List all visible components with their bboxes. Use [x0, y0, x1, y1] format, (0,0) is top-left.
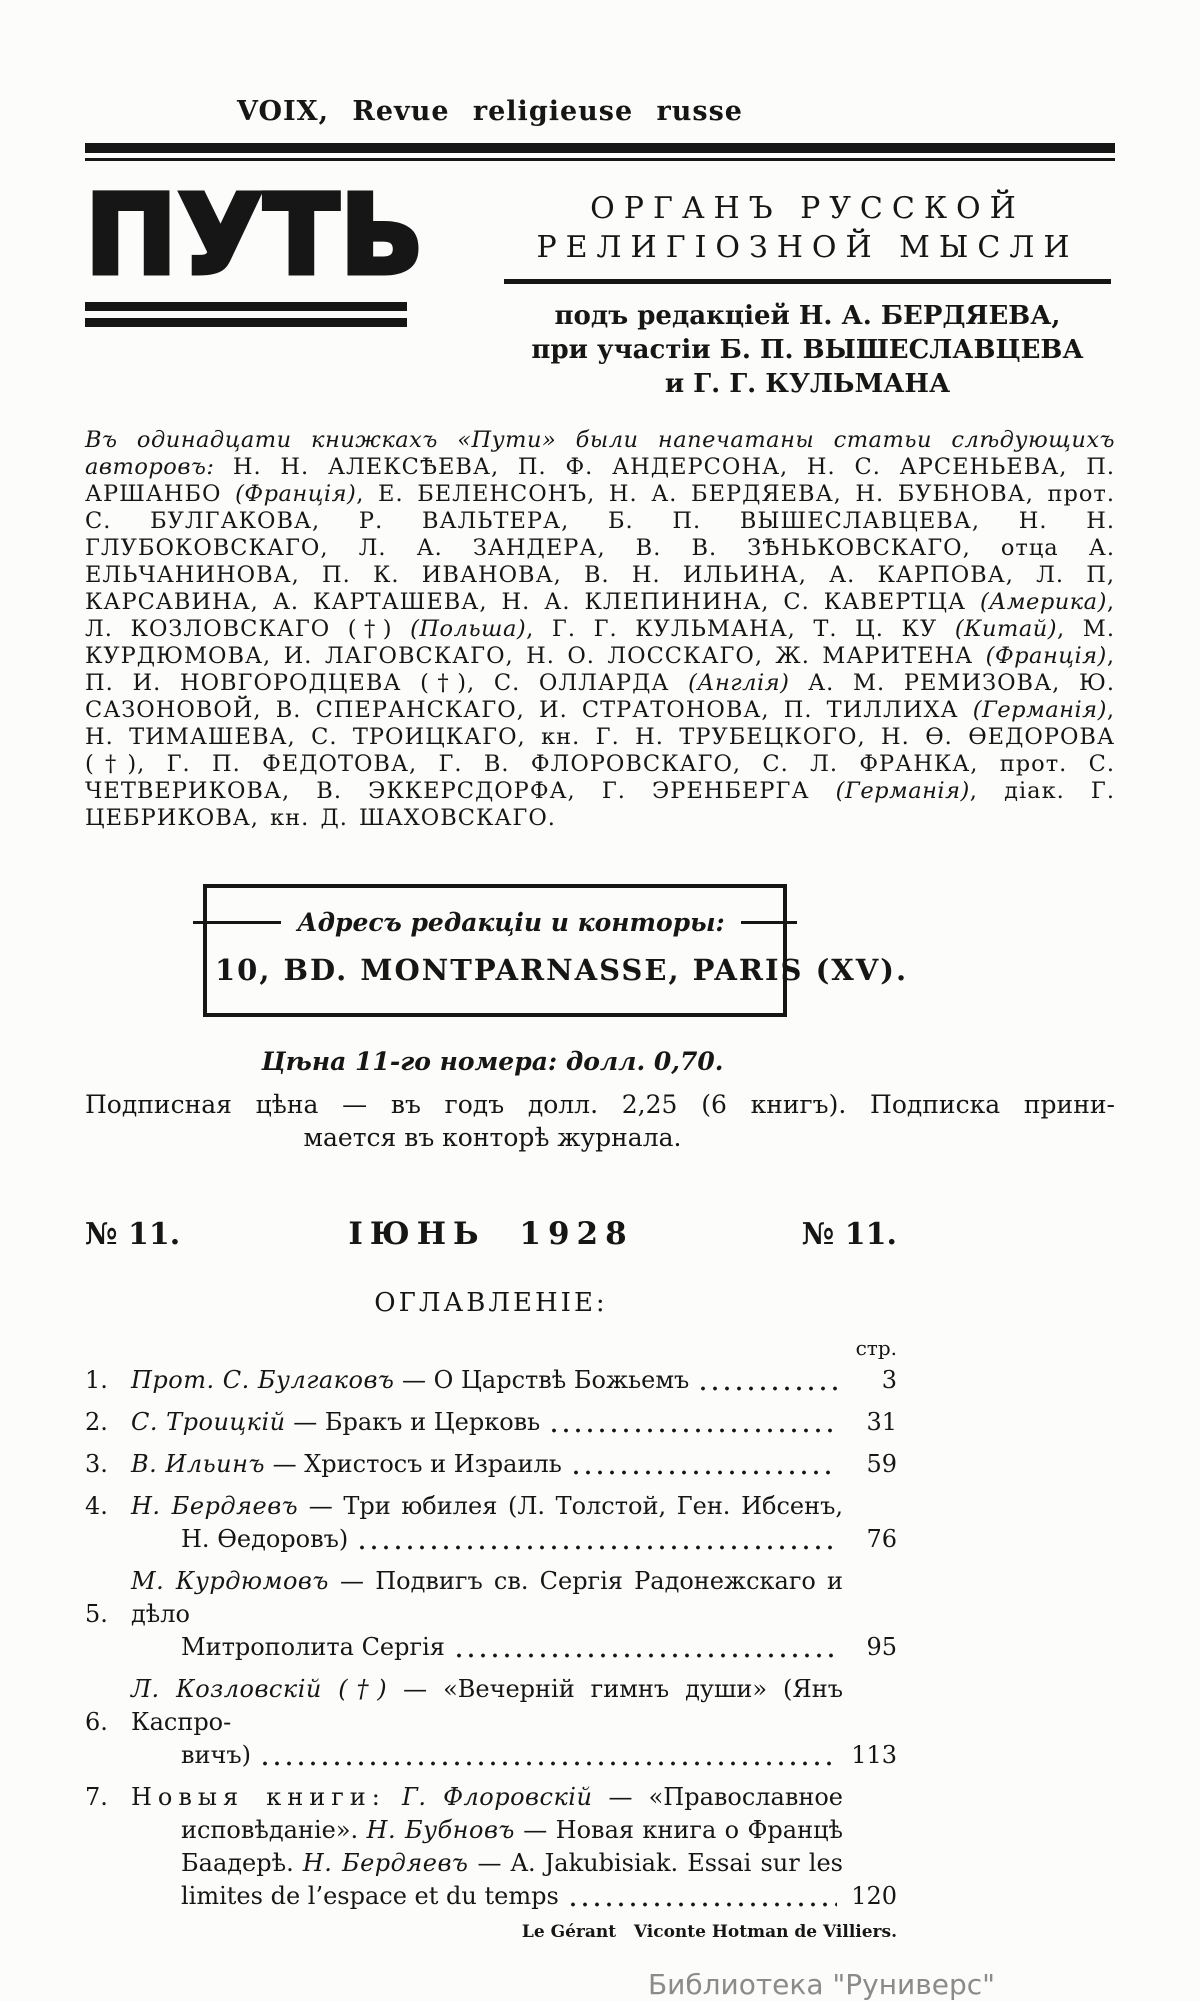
toc-line	[85, 1847, 897, 1880]
text-segment: исповѣданіе».	[181, 1816, 367, 1845]
toc-item	[85, 1406, 897, 1439]
toc-item-number: 3.	[85, 1450, 108, 1479]
organ-title-line2: РЕЛИГІОЗНОЙ МЫСЛИ	[536, 230, 1079, 265]
italic-text-segment: (Германія)	[835, 778, 970, 805]
text-segment: — «Вечерній гимнъ души» (Янъ Каспро-	[131, 1675, 843, 1737]
editor-line-3: и Г. Г. КУЛЬМАНА	[664, 368, 951, 399]
toc-list	[85, 1364, 897, 1913]
italic-text-segment: Г. Флоровскій	[401, 1783, 593, 1812]
masthead-row	[85, 171, 1115, 401]
text-segment: — A. Jakubisiak. Essai sur les	[468, 1849, 843, 1878]
text-segment: Баадерѣ.	[181, 1849, 303, 1878]
toc-page-number: 31	[866, 1408, 897, 1437]
toc-line	[85, 1739, 897, 1772]
text-segment: — Христосъ и Израиль	[264, 1450, 562, 1479]
italic-text-segment: Н. Бубновъ	[366, 1816, 515, 1845]
toc-line	[85, 1490, 897, 1523]
toc-entry-text	[131, 1364, 689, 1397]
toc-entry-text	[131, 1781, 843, 1814]
toc-item-number: 4.	[85, 1492, 108, 1521]
toc-page-number: 76	[866, 1525, 897, 1554]
toc-entry-text	[181, 1523, 348, 1556]
text-segment: limites de l’espace et du temps	[181, 1882, 559, 1911]
text-segment: — Бракъ и Церковь	[285, 1408, 541, 1437]
editor-line-2: при участіи Б. П. ВЫШЕСЛАВЦЕВА	[531, 334, 1084, 365]
toc-item-number: 1.	[85, 1366, 108, 1395]
italic-text-segment: Въ одинадцати книжкахъ «Пути» были напечатаны статьи слѣдующихъ авторовъ:	[85, 427, 1115, 481]
logo-rule-1	[85, 302, 407, 311]
dash-rule-left	[193, 921, 281, 924]
subscription-line-2: мается въ конторѣ журнала.	[303, 1123, 682, 1153]
text-segment: Новыя книги:	[131, 1783, 386, 1812]
text-segment: — Подвигъ св. Сергія Радонежскаго и дѣло	[131, 1567, 844, 1629]
issue-month-year: ІЮНЬ 1928	[348, 1216, 634, 1253]
toc-page-number: 113	[851, 1741, 897, 1770]
toc-entry-text	[181, 1847, 843, 1880]
toc-entry-text	[131, 1406, 540, 1439]
toc-item-number: 7.	[85, 1783, 108, 1812]
dot-leader	[570, 1463, 837, 1475]
text-segment: , Л. КОЗЛОВСКАГО (†)	[85, 589, 1115, 643]
toc-item	[85, 1673, 897, 1772]
text-segment: , Н. ТИМАШЕВА, С. ТРОИЦКАГО, кн. Г. Н. ТРУБЕЦКОГО, Н. Ѳ. ѲЕДОРОВА (†), Г. П. ФЕДОТОВА, Г. В. ФЛОРОВСКАГО, С. Л. ФРАНКА, прот. С. ЧЕТВЕРИКОВА, В. ЭККЕРСДОРФА, Г. ЭРЕНБЕРГА	[85, 697, 1115, 805]
logo-column	[85, 171, 425, 401]
toc-line	[85, 1565, 897, 1631]
italic-text-segment: (Франція)	[235, 481, 357, 508]
text-segment: — Три юбилея (Л. Толстой, Ген. Ибсенъ,	[298, 1492, 843, 1521]
masthead-french-title: VOIX, Revue religieuse russe	[237, 96, 743, 127]
top-rule-thin	[85, 158, 1115, 161]
issue-number-left: № 11.	[85, 1217, 181, 1253]
toc-page-number: 95	[866, 1633, 897, 1662]
toc-item	[85, 1490, 897, 1556]
organ-title-line1: ОРГАНЪ РУССКОЙ	[590, 191, 1025, 226]
italic-text-segment: (Польша)	[410, 616, 527, 643]
address-box	[203, 884, 909, 1017]
toc-line	[85, 1523, 897, 1556]
address-heading-row	[215, 908, 775, 937]
toc-entry-text	[181, 1814, 843, 1847]
subscription-line-1: Подписная цѣна — въ годъ долл. 2,25 (6 книгъ). Подписка прини-	[85, 1090, 1115, 1120]
toc-line	[85, 1448, 897, 1481]
toc-page-number: 120	[851, 1882, 897, 1911]
text-segment: А. М. РЕМИЗОВА, Ю. САЗОНОВОЙ, В. СПЕРАНСКАГО, И. СТРАТОНОВА, П. ТИЛЛИХА	[85, 670, 1115, 724]
italic-text-segment: Н. Бердяевъ	[131, 1492, 299, 1521]
toc-item-number: 2.	[85, 1408, 108, 1437]
toc-item	[85, 1448, 897, 1481]
toc-line	[85, 1364, 897, 1397]
toc-line	[85, 1814, 897, 1847]
text-segment: , М. КУРДЮМОВА, И. ЛАГОВСКАГО, Н. О. ЛОССКАГО, Ж. МАРИТЕНА	[85, 616, 1115, 670]
italic-text-segment: (Франція)	[985, 643, 1107, 670]
toc-entry-text	[131, 1565, 843, 1631]
organ-rule	[504, 279, 1111, 284]
toc-entry-text	[181, 1631, 445, 1664]
text-segment: — «Православное	[592, 1783, 843, 1812]
toc-entry-text	[131, 1448, 562, 1481]
editor-line-1: подъ редакціей Н. А. БЕРДЯЕВА,	[554, 301, 1061, 331]
toc-item-number: 6.	[85, 1708, 108, 1737]
toc-column	[85, 1216, 897, 1942]
toc-entry-text	[131, 1490, 843, 1523]
text-segment: — Новая книга о Францѣ	[514, 1816, 843, 1845]
text-segment: , Е. БЕЛЕНСОНЪ, Н. А. БЕРДЯЕВА, Н. БУБНОВА, прот. С. БУЛГАКОВА, Р. ВАЛЬТЕРА, Б. П. ВЫШЕСЛАВЦЕВА, Н. Н. ГЛУБОКОВСКАГО, Л. А. ЗАНДЕРА, В. В. ЗѢНЬКОВСКАГО, отца А. ЕЛЬЧАНИНОВА, П. К. ИВАНОВА, В. Н. ИЛЬИНА, А. КАРПОВА, Л. П, КАРСАВИНА, А. КАРТАШЕВА, Н. А. КЛЕПИНИНА, С. КАВЕРТЦА	[85, 481, 1116, 616]
dot-leader	[356, 1538, 837, 1550]
toc-line	[85, 1880, 897, 1913]
toc-item	[85, 1781, 897, 1913]
italic-text-segment: Н. Бердяевъ	[302, 1849, 469, 1878]
italic-text-segment: Прот. С. Булгаковъ	[131, 1366, 395, 1395]
address-text: 10, BD. MONTPARNASSE, PARIS (XV).	[215, 953, 909, 988]
dot-leader	[567, 1895, 837, 1907]
italic-text-segment: (Германія)	[972, 697, 1107, 724]
address-heading: Адресъ редакціи и конторы:	[297, 908, 725, 938]
text-segment: Н. Ѳедоровъ)	[181, 1525, 349, 1554]
toc-line	[85, 1631, 897, 1664]
italic-text-segment: М. Курдюмовъ	[131, 1567, 329, 1596]
toc-entry-text	[181, 1739, 251, 1772]
text-segment: , Г. Г. КУЛЬМАНА, Т. Ц. КУ	[526, 616, 955, 643]
authors-paragraph	[85, 427, 1115, 832]
issue-number-right: № 11.	[801, 1217, 897, 1253]
italic-text-segment: В. Ильинъ	[131, 1450, 265, 1479]
library-watermark: Библиотека "Руниверс"	[647, 1968, 995, 2001]
toc-page-number: 59	[866, 1450, 897, 1479]
top-rule-thick	[85, 143, 1115, 153]
toc-page-number: 3	[881, 1366, 897, 1395]
issue-price-line: Цѣна 11-го номера: долл. 0,70.	[261, 1047, 724, 1077]
text-segment: , діак. Г. ЦЕБРИКОВА, кн. Д. ШАХОВСКАГО.	[85, 778, 1115, 832]
italic-text-segment: (Китай)	[954, 616, 1058, 643]
toc-heading: ОГЛАВЛЕНІЕ:	[374, 1288, 608, 1319]
toc-line	[85, 1673, 897, 1739]
italic-text-segment: С. Троицкій	[131, 1408, 286, 1437]
dot-leader	[259, 1754, 837, 1766]
organ-column	[420, 183, 1115, 401]
toc-item	[85, 1565, 897, 1664]
text-segment: Митрополита Сергія	[181, 1633, 445, 1662]
dot-leader	[697, 1379, 837, 1391]
journal-logo: ПУТЬ	[85, 171, 425, 299]
dot-leader	[453, 1646, 837, 1658]
italic-text-segment: (Америка)	[980, 589, 1107, 616]
toc-item-number: 5.	[85, 1600, 108, 1629]
text-segment	[386, 1783, 402, 1811]
issue-row	[85, 1216, 897, 1252]
text-segment: — О Царствѣ Божьемъ	[394, 1366, 690, 1395]
text-segment: , П. И. НОВГОРОДЦЕВА (†), С. ОЛЛАРДА	[85, 643, 1115, 697]
page-column-label: стр.	[855, 1336, 897, 1361]
text-segment: вичъ)	[181, 1741, 252, 1770]
italic-text-segment: Л. Козловскій (†)	[131, 1675, 388, 1704]
toc-line	[85, 1406, 897, 1439]
dash-rule-right	[741, 921, 797, 924]
gerant-line: Le Gérant Viconte Hotman de Villiers.	[521, 1922, 897, 1943]
italic-text-segment: (Англія)	[688, 670, 790, 697]
toc-entry-text	[181, 1880, 559, 1913]
toc-item	[85, 1364, 897, 1397]
toc-line	[85, 1781, 897, 1814]
dot-leader	[548, 1421, 837, 1433]
text-segment: Н. Н. АЛЕКСѢЕВА, П. Ф. АНДЕРСОНА, Н. С. АРСЕНЬЕВА, П. АРШАНБО	[85, 454, 1116, 508]
logo-rule-2	[85, 318, 407, 327]
toc-entry-text	[131, 1673, 843, 1739]
